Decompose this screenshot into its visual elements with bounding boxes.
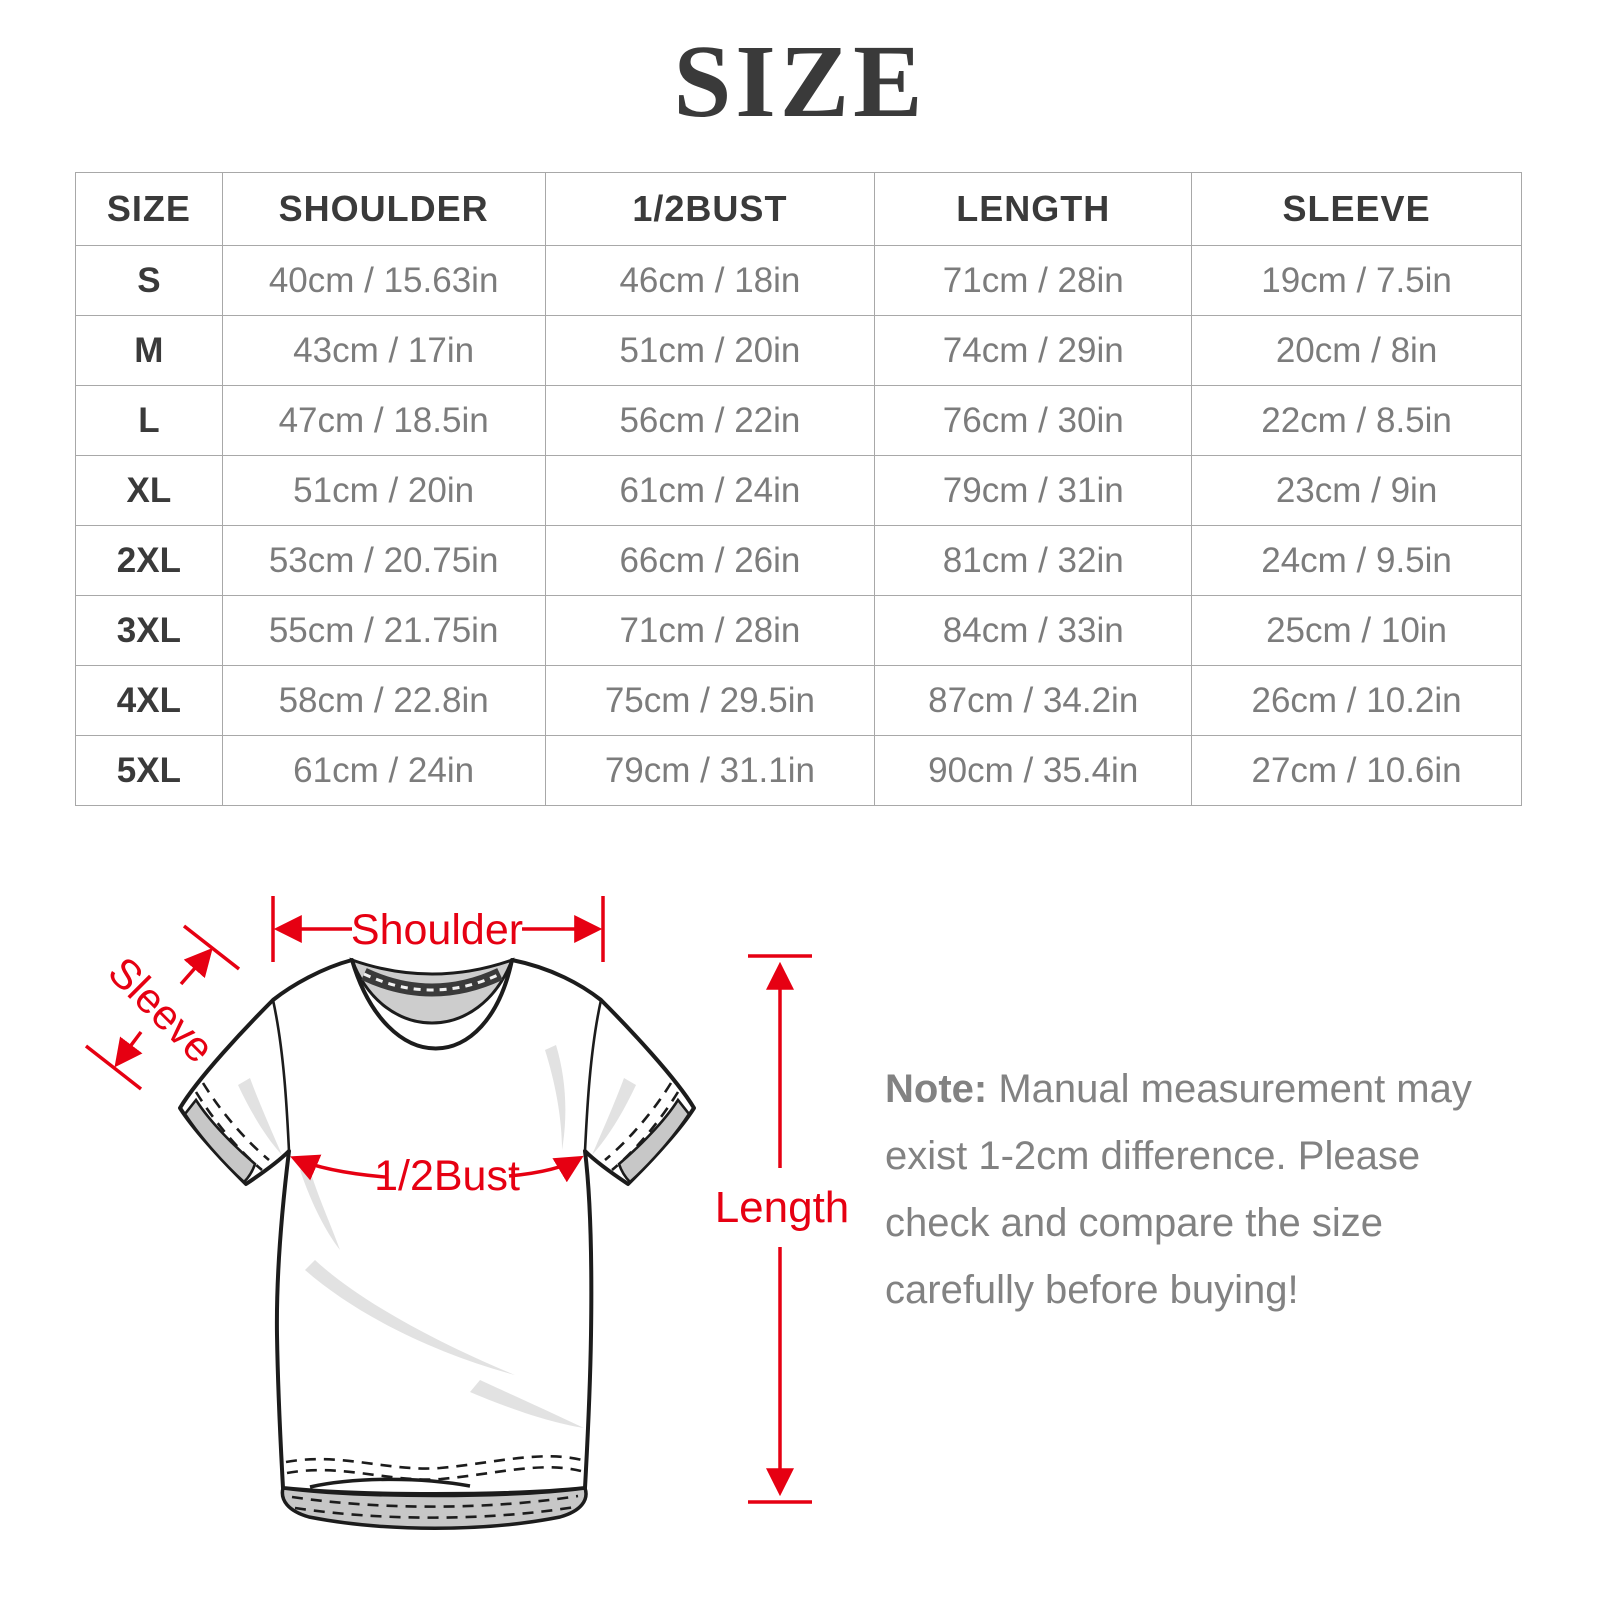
cell-bust: 79cm / 31.1in bbox=[545, 736, 875, 806]
table-row bbox=[76, 736, 1522, 806]
cell-sleeve: 25cm / 10in bbox=[1192, 596, 1522, 666]
length-label: Length bbox=[714, 1183, 850, 1232]
tshirt-illustration bbox=[180, 960, 694, 1528]
cell-size: 3XL bbox=[76, 596, 223, 666]
cell-length: 71cm / 28in bbox=[875, 246, 1192, 316]
cell-shoulder: 58cm / 22.8in bbox=[222, 666, 545, 736]
bust-label: 1/2Bust bbox=[374, 1152, 520, 1200]
cell-length: 79cm / 31in bbox=[875, 456, 1192, 526]
cell-sleeve: 23cm / 9in bbox=[1192, 456, 1522, 526]
cell-shoulder: 61cm / 24in bbox=[222, 736, 545, 806]
header-row bbox=[76, 173, 1522, 246]
cell-sleeve: 27cm / 10.6in bbox=[1192, 736, 1522, 806]
table-row bbox=[76, 526, 1522, 596]
cell-size: XL bbox=[76, 456, 223, 526]
cell-bust: 75cm / 29.5in bbox=[545, 666, 875, 736]
sleeve-label: Sleeve bbox=[99, 947, 224, 1072]
cell-shoulder: 40cm / 15.63in bbox=[222, 246, 545, 316]
cell-length: 76cm / 30in bbox=[875, 386, 1192, 456]
cell-length: 84cm / 33in bbox=[875, 596, 1192, 666]
cell-sleeve: 26cm / 10.2in bbox=[1192, 666, 1522, 736]
note-text bbox=[885, 1056, 1499, 1324]
size-chart-table bbox=[75, 172, 1522, 806]
cell-bust: 61cm / 24in bbox=[545, 456, 875, 526]
cell-size: M bbox=[76, 316, 223, 386]
tshirt-measurement-diagram bbox=[0, 840, 900, 1600]
table-header bbox=[76, 173, 1522, 246]
tshirt-hem-band bbox=[282, 1488, 586, 1528]
column-header-length: LENGTH bbox=[875, 173, 1192, 246]
cell-length: 90cm / 35.4in bbox=[875, 736, 1192, 806]
cell-sleeve: 24cm / 9.5in bbox=[1192, 526, 1522, 596]
cell-length: 81cm / 32in bbox=[875, 526, 1192, 596]
cell-shoulder: 53cm / 20.75in bbox=[222, 526, 545, 596]
shoulder-label: Shoulder bbox=[350, 906, 524, 954]
tshirt-body bbox=[180, 960, 694, 1494]
note-label: Note: bbox=[885, 1067, 988, 1111]
cell-bust: 51cm / 20in bbox=[545, 316, 875, 386]
cell-bust: 66cm / 26in bbox=[545, 526, 875, 596]
cell-sleeve: 20cm / 8in bbox=[1192, 316, 1522, 386]
cell-size: S bbox=[76, 246, 223, 316]
table-row bbox=[76, 666, 1522, 736]
cell-bust: 56cm / 22in bbox=[545, 386, 875, 456]
cell-size: 5XL bbox=[76, 736, 223, 806]
cell-shoulder: 47cm / 18.5in bbox=[222, 386, 545, 456]
table-row bbox=[76, 456, 1522, 526]
cell-length: 87cm / 34.2in bbox=[875, 666, 1192, 736]
cell-size: L bbox=[76, 386, 223, 456]
cell-bust: 71cm / 28in bbox=[545, 596, 875, 666]
table-row bbox=[76, 596, 1522, 666]
cell-length: 74cm / 29in bbox=[875, 316, 1192, 386]
length-arrow bbox=[715, 956, 850, 1502]
shoulder-arrow bbox=[273, 896, 603, 962]
table-body bbox=[76, 246, 1522, 806]
note-body: Manual measurement may exist 1-2cm difference. Please check and compare the size carefully before buying! bbox=[885, 1067, 1472, 1312]
column-header-bust: 1/2BUST bbox=[545, 173, 875, 246]
table-row bbox=[76, 246, 1522, 316]
cell-bust: 46cm / 18in bbox=[545, 246, 875, 316]
column-header-sleeve: SLEEVE bbox=[1192, 173, 1522, 246]
cell-shoulder: 51cm / 20in bbox=[222, 456, 545, 526]
cell-size: 4XL bbox=[76, 666, 223, 736]
cell-shoulder: 43cm / 17in bbox=[222, 316, 545, 386]
column-header-size: SIZE bbox=[76, 173, 223, 246]
page-title: SIZE bbox=[673, 24, 927, 139]
table-row bbox=[76, 386, 1522, 456]
table-row bbox=[76, 316, 1522, 386]
column-header-shoulder: SHOULDER bbox=[222, 173, 545, 246]
cell-shoulder: 55cm / 21.75in bbox=[222, 596, 545, 666]
cell-size: 2XL bbox=[76, 526, 223, 596]
cell-sleeve: 22cm / 8.5in bbox=[1192, 386, 1522, 456]
cell-sleeve: 19cm / 7.5in bbox=[1192, 246, 1522, 316]
